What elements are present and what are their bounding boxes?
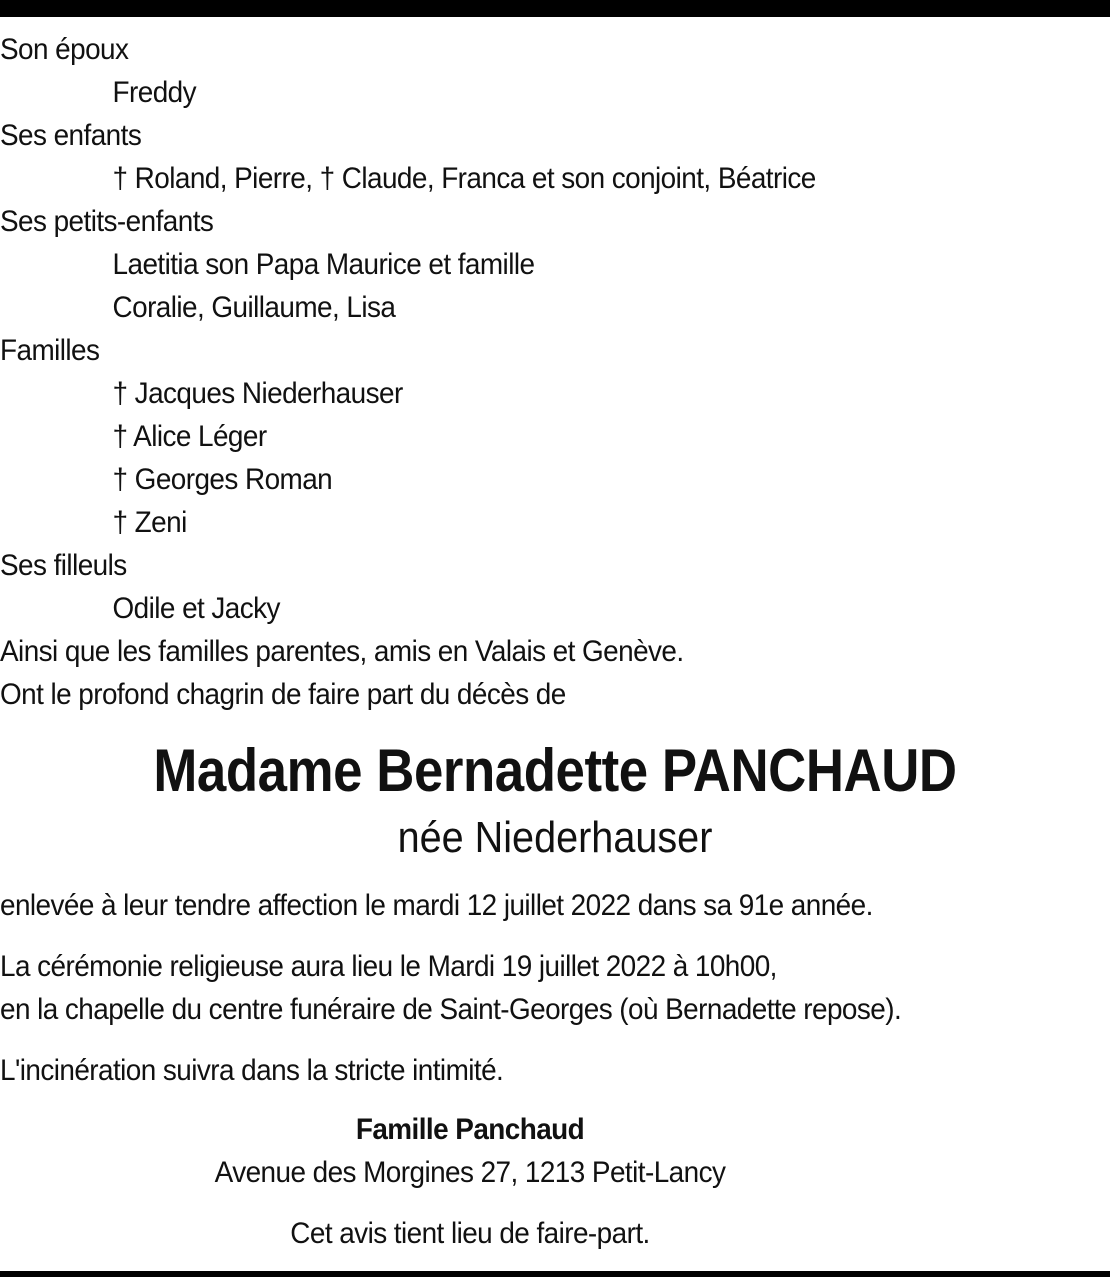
incineration-text: L'incinération suivra dans la stricte intimité. (0, 1054, 504, 1087)
section-line: Odile et Jacky (112, 592, 280, 625)
ceremony-line: La cérémonie religieuse aura lieu le Mardi 19 juillet 2022 à 10h00, (0, 950, 777, 983)
section-heading: Familles (0, 334, 100, 367)
top-border-rule (0, 0, 1110, 17)
section-line: Laetitia son Papa Maurice et famille (112, 248, 535, 281)
obituary-notice (0, 28, 1110, 1255)
death-date-text: enlevée à leur tendre affection le mardi 12 juillet 2022 dans sa 91e année. (0, 889, 873, 922)
section-line: † Roland, Pierre, † Claude, Franca et son conjoint, Béatrice (112, 162, 816, 195)
family-section-children (0, 114, 1110, 200)
section-heading: Ses petits-enfants (0, 205, 214, 238)
section-heading: Son époux (0, 33, 129, 66)
family-signature: Famille Panchaud (355, 1113, 585, 1146)
deceased-name: Madame Bernadette PANCHAUD (153, 737, 957, 804)
relatives-line: Ainsi que les familles parentes, amis en Valais et Genève. (0, 635, 684, 668)
bottom-border-rule (0, 1271, 1110, 1277)
family-section-spouse (0, 28, 1110, 114)
family-section-families (0, 329, 1110, 544)
section-line: † Zeni (112, 506, 187, 539)
section-line: † Jacques Niederhauser (112, 377, 403, 410)
signature-block (0, 1108, 940, 1255)
family-section-grandchildren (0, 200, 1110, 329)
ceremony-info (0, 945, 1110, 1031)
section-line: Coralie, Guillaume, Lisa (112, 291, 396, 324)
section-line: † Georges Roman (112, 463, 333, 496)
ceremony-line: en la chapelle du centre funéraire de Saint-Georges (où Bernadette repose). (0, 993, 902, 1026)
section-line: Freddy (112, 76, 197, 109)
family-section-godchildren (0, 544, 1110, 630)
family-address: Avenue des Morgines 27, 1213 Petit-Lancy (214, 1156, 726, 1189)
section-heading: Ses enfants (0, 119, 142, 152)
section-line: † Alice Léger (112, 420, 267, 453)
announcement-line: Ont le profond chagrin de faire part du décès de (0, 678, 566, 711)
maiden-name: née Niederhauser (397, 813, 713, 862)
notice-note: Cet avis tient lieu de faire-part. (290, 1217, 650, 1250)
section-heading: Ses filleuls (0, 549, 127, 582)
